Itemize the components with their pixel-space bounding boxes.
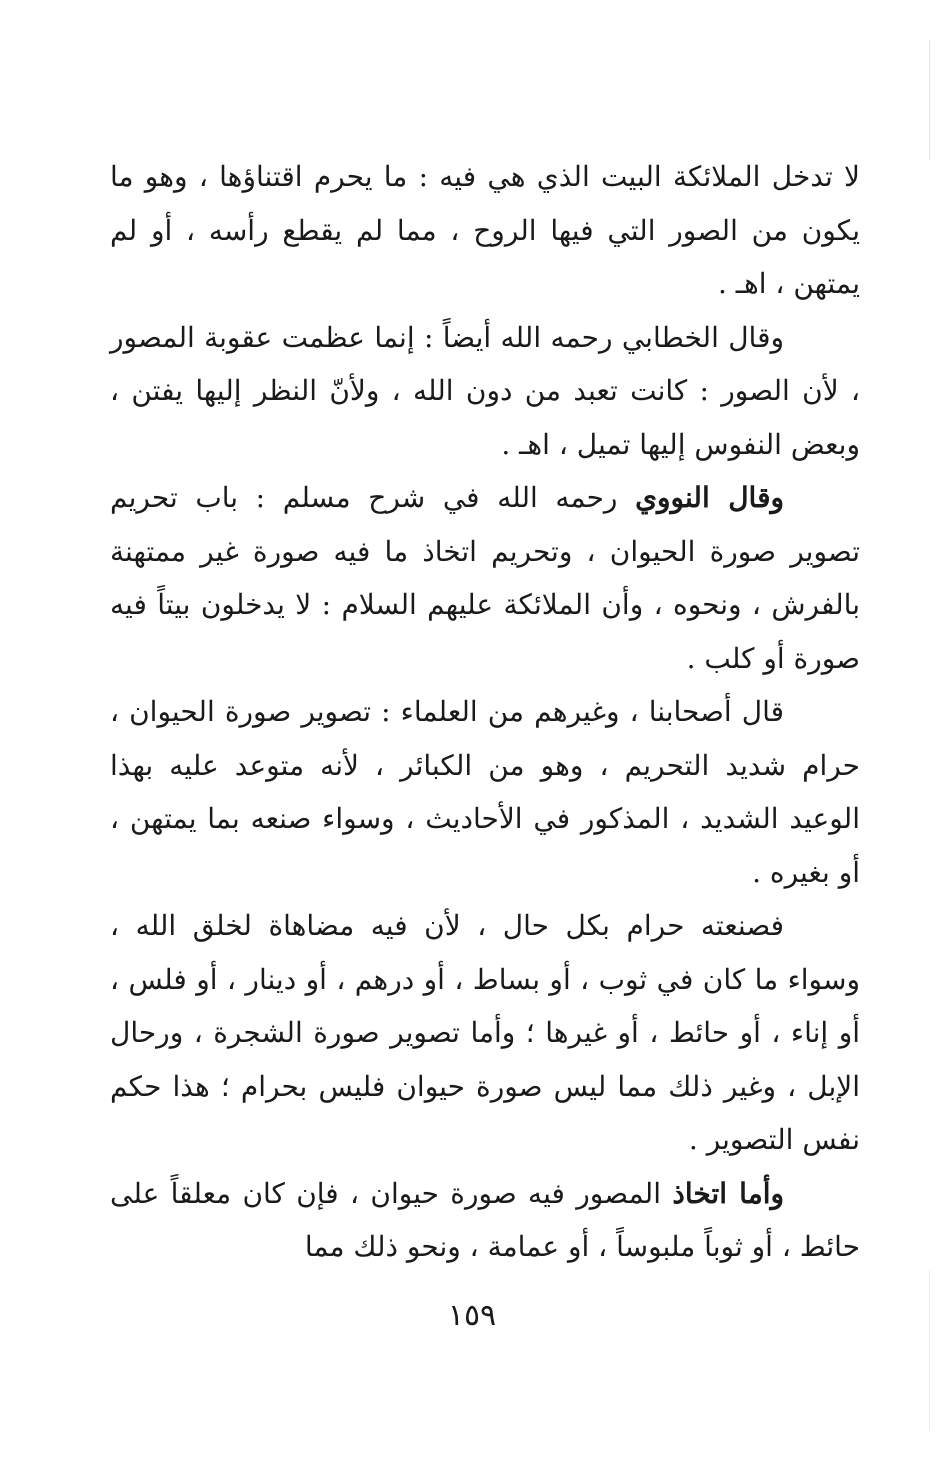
paragraph-text: المصور فيه صورة حيوان ، فإن كان معلقاً على حائط ، أو ثوباً ملبوساً ، أو عمامة ، ونحو ذلك مما: [110, 1176, 860, 1263]
body-text: [110, 150, 860, 1274]
paragraph-text: فصنعته حرام بكل حال ، لأن فيه مضاهاة لخلق الله ، وسواء ما كان في ثوب ، أو بساط ، أو درهم ، أو دينار ، أو فلس ، أو إناء ، أو حائط ، أو غيرها ؛ وأما تصوير صورة الشجرة ، ورحال الإبل ، وغير ذلك مما ليس صورة حيوان فليس بحرام ؛ هذا حكم نفس التصوير .: [110, 909, 860, 1156]
paragraph-1: [110, 150, 860, 311]
paragraph-6: [110, 1167, 860, 1274]
paragraph-4: [110, 685, 860, 899]
paragraph-lead: وأما اتخاذ: [672, 1176, 785, 1210]
paragraph-text: قال أصحابنا ، وغيرهم من العلماء : تصوير صورة الحيوان ، حرام شديد التحريم ، وهو من الكبائر ، لأنه متوعد عليه بهذا الوعيد الشديد ، المذكور في الأحاديث ، وسواء صنعه بما يمتهن ، أو بغيره .: [110, 695, 860, 889]
scan-edge-mark: [929, 1270, 930, 1430]
paragraph-text: لا تدخل الملائكة البيت الذي هي فيه : ما يحرم اقتناؤها ، وهو ما يكون من الصور التي فيها الروح ، مما لم يقطع رأسه ، أو لم يمتهن ، اهـ .: [110, 160, 860, 300]
page-number: ١٥٩: [447, 1298, 497, 1333]
paragraph-lead: وقال النووي: [635, 481, 784, 514]
scan-edge-mark: [929, 40, 930, 160]
paragraph-2: [110, 311, 860, 472]
paragraph-3: [110, 471, 860, 685]
paragraph-5: [110, 899, 860, 1167]
paragraph-text: رحمه الله في شرح مسلم : باب تحريم تصوير صورة الحيوان ، وتحريم اتخاذ ما فيه صورة غير ممتهنة بالفرش ، ونحوه ، وأن الملائكة عليهم السلام : لا يدخلون بيتاً فيه صورة أو كلب .: [110, 481, 860, 675]
paragraph-text: وقال الخطابي رحمه الله أيضاً : إنما عظمت عقوبة المصور ، لأن الصور : كانت تعبد من دون الله ، ولأنّ النظر إليها يفتن ، وبعض النفوس إليها تميل ، اهـ .: [110, 320, 860, 461]
